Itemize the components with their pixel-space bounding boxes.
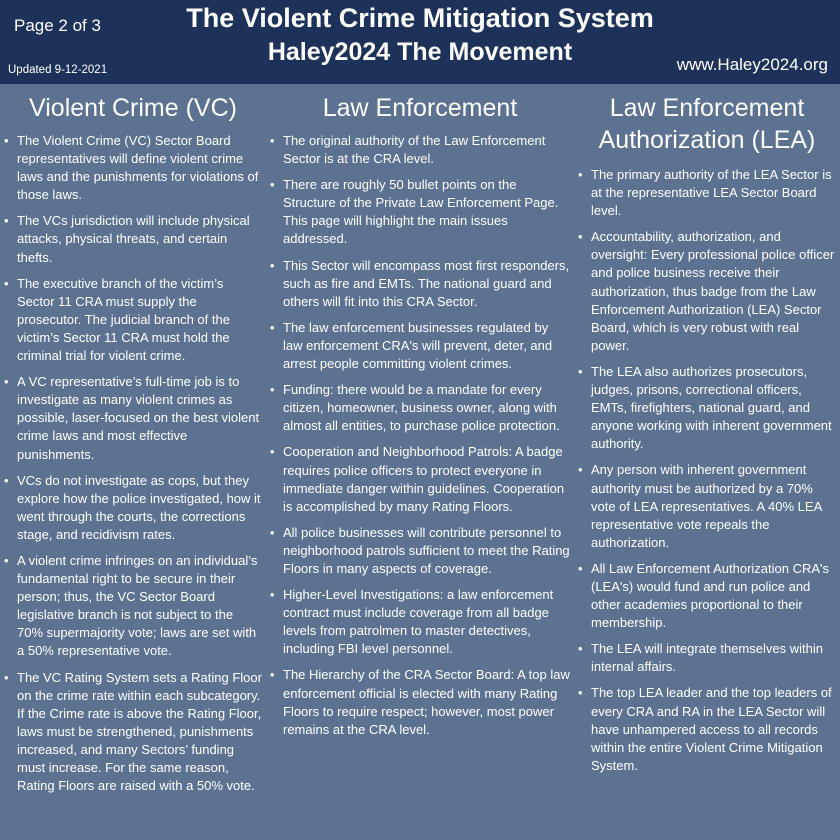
bullet-item (0, 132, 266, 204)
bullet-text: There are roughly 50 bullet points on the Structure of the Private Law Enforcement Page. This page will highlight the main issues addressed. (283, 177, 559, 247)
bullet-item (0, 669, 266, 796)
bullet-text: The primary authority of the LEA Sector is at the representative LEA Sector Board level. (591, 167, 832, 219)
bullet-item (0, 373, 266, 463)
bullet-item (266, 257, 574, 311)
bullet-item (0, 472, 266, 544)
bullet-dot-icon: • (4, 472, 9, 488)
bullet-dot-icon: • (270, 524, 275, 540)
bullet-item (0, 275, 266, 365)
bullet-list (574, 166, 840, 775)
bullet-item (574, 461, 840, 551)
page-subtitle: Haley2024 The Movement (267, 38, 573, 66)
bullet-text: The top LEA leader and the top leaders of every CRA and RA in the LEA Sector will have unhampered access to all records within the entire Violent Crime Mitigation System. (591, 685, 832, 773)
bullet-dot-icon: • (578, 167, 583, 182)
bullet-dot-icon: • (4, 133, 9, 148)
bullet-text: The Hierarchy of the CRA Sector Board: A top law enforcement official is elected with many Rating Floors to require respect; however, most power remains at the CRA level. (283, 667, 570, 737)
bullet-dot-icon: • (578, 560, 583, 576)
bullet-text: Cooperation and Neighborhood Patrols: A badge requires police officers to protect everyone in immediate danger within guidelines. Cooperation is accomplished by many Rating Floors. (283, 444, 565, 514)
bullet-item (266, 132, 574, 168)
column-lea (574, 88, 840, 783)
bullet-text: The Violent Crime (VC) Sector Board representatives will define violent crime laws and the punishments for violations of those laws. (17, 133, 259, 203)
column-law-enforcement (266, 88, 574, 747)
bullet-dot-icon: • (270, 587, 275, 603)
bullet-dot-icon: • (4, 275, 9, 291)
bullet-dot-icon: • (270, 319, 275, 335)
bullet-text: The executive branch of the victim’s Sector 11 CRA must supply the prosecutor. The judicial branch of the victim’s Sector 11 CRA must hold the criminal trial for violent crime. (17, 275, 230, 364)
bullet-item (266, 176, 574, 248)
column-heading: Violent Crime (VC) (29, 94, 237, 122)
bullet-dot-icon: • (270, 257, 275, 273)
bullet-text: VCs do not investigate as cops, but they explore how the police investigated, how it went through the courts, the corrections stage, and recidivism rates. (17, 472, 261, 542)
bullet-dot-icon: • (578, 641, 583, 657)
bullet-item (266, 524, 574, 578)
bullet-dot-icon: • (4, 552, 9, 568)
bullet-item (0, 552, 266, 661)
bullet-item (574, 363, 840, 453)
bullet-text: The LEA will integrate themselves within internal affairs. (591, 641, 823, 675)
bullet-dot-icon: • (270, 382, 275, 398)
bullet-item (0, 212, 266, 266)
page-number-label: Page 2 of 3 (14, 16, 101, 35)
column-heading: Law Enforcement (322, 94, 518, 122)
bullet-dot-icon: • (578, 462, 583, 478)
website-url: www.Haley2024.org (676, 55, 828, 74)
content-columns (0, 88, 840, 840)
bullet-text: Any person with inherent government authority must be authorized by a 70% vote of LEA representatives. A 40% LEA representative vote repeals the authorization. (591, 462, 822, 550)
bullet-text: All police businesses will contribute personnel to neighborhood patrols sufficient to meet the Rating Floors in many aspects of coverage. (283, 524, 570, 576)
bullet-list (0, 132, 266, 795)
bullet-text: The VC Rating System sets a Rating Floor on the crime rate within each subcategory. If the Crime rate is above the Rating Floor, laws must be strengthened, punishments increased, and many Sectors’ funding must increase. For the same reason, Rating Floors are raised with a 50% vote. (17, 669, 262, 794)
column-violent-crime (0, 88, 266, 803)
bullet-text: The original authority of the Law Enforcement Sector is at the CRA level. (283, 133, 546, 167)
bullet-text: All Law Enforcement Authorization CRA's (LEA's) would fund and run police and other academies proportional to their membership. (591, 560, 830, 631)
bullet-dot-icon: • (270, 667, 275, 683)
bullet-text: Higher-Level Investigations: a law enforcement contract must include coverage from all badge levels from patrolmen to master detectives, including FBI level personnel. (283, 587, 554, 657)
bullet-dot-icon: • (578, 685, 583, 701)
bullet-text: The VCs jurisdiction will include physical attacks, physical threats, and certain thefts. (17, 213, 250, 265)
bullet-dot-icon: • (270, 444, 275, 460)
bullet-dot-icon: • (4, 213, 9, 229)
bullet-item (574, 166, 840, 220)
column-heading: Law Enforcement Authorization (LEA) (598, 94, 816, 154)
bullet-item (574, 684, 840, 774)
bullet-dot-icon: • (578, 363, 583, 379)
bullet-item (266, 319, 574, 373)
bullet-item (574, 560, 840, 632)
bullet-text: The law enforcement businesses regulated by law enforcement CRA's will prevent, deter, and arrest people committing violent crimes. (283, 319, 553, 372)
updated-date: Updated 9-12-2021 (8, 64, 108, 76)
page-title: The Violent Crime Mitigation System (186, 3, 654, 33)
bullet-text: The LEA also authorizes prosecutors, judges, prisons, correctional officers, EMTs, firefighters, national guard, and anyone working with inherent government authority. (591, 363, 832, 452)
bullet-dot-icon: • (4, 374, 9, 390)
bullet-list (266, 132, 574, 739)
bullet-dot-icon: • (270, 133, 275, 148)
bullet-text: Funding: there would be a mandate for every citizen, homeowner, business owner, along with almost all entities, to purchase police protection. (283, 382, 560, 434)
bullet-dot-icon: • (270, 177, 275, 193)
bullet-item (266, 586, 574, 658)
bullet-text: Accountability, authorization, and oversight: Every professional police officer and police business receive their authorization, thus badge from the Law Enforcement Authorization (LEA) Sector Board, which is very robust with real power. (591, 229, 835, 353)
bullet-dot-icon: • (578, 229, 583, 245)
bullet-item (266, 666, 574, 738)
bullet-item (574, 640, 840, 676)
bullet-item (574, 228, 840, 355)
bullet-item (266, 443, 574, 515)
bullet-dot-icon: • (4, 669, 9, 685)
header-banner (0, 0, 840, 84)
bullet-text: A violent crime infringes on an individual’s fundamental right to be secure in their person; thus, the VC Sector Board legislative branch is not subject to the 70% supermajority vote; laws are set with a 50% representative vote. (17, 552, 258, 659)
bullet-item (266, 381, 574, 435)
bullet-text: A VC representative’s full-time job is to investigate as many violent crimes as possible, laser-focused on the best violent crime laws and most effective punishments. (17, 374, 260, 462)
bullet-text: This Sector will encompass most first responders, such as fire and EMTs. The national guard and others will fit into this CRA Sector. (283, 257, 570, 309)
